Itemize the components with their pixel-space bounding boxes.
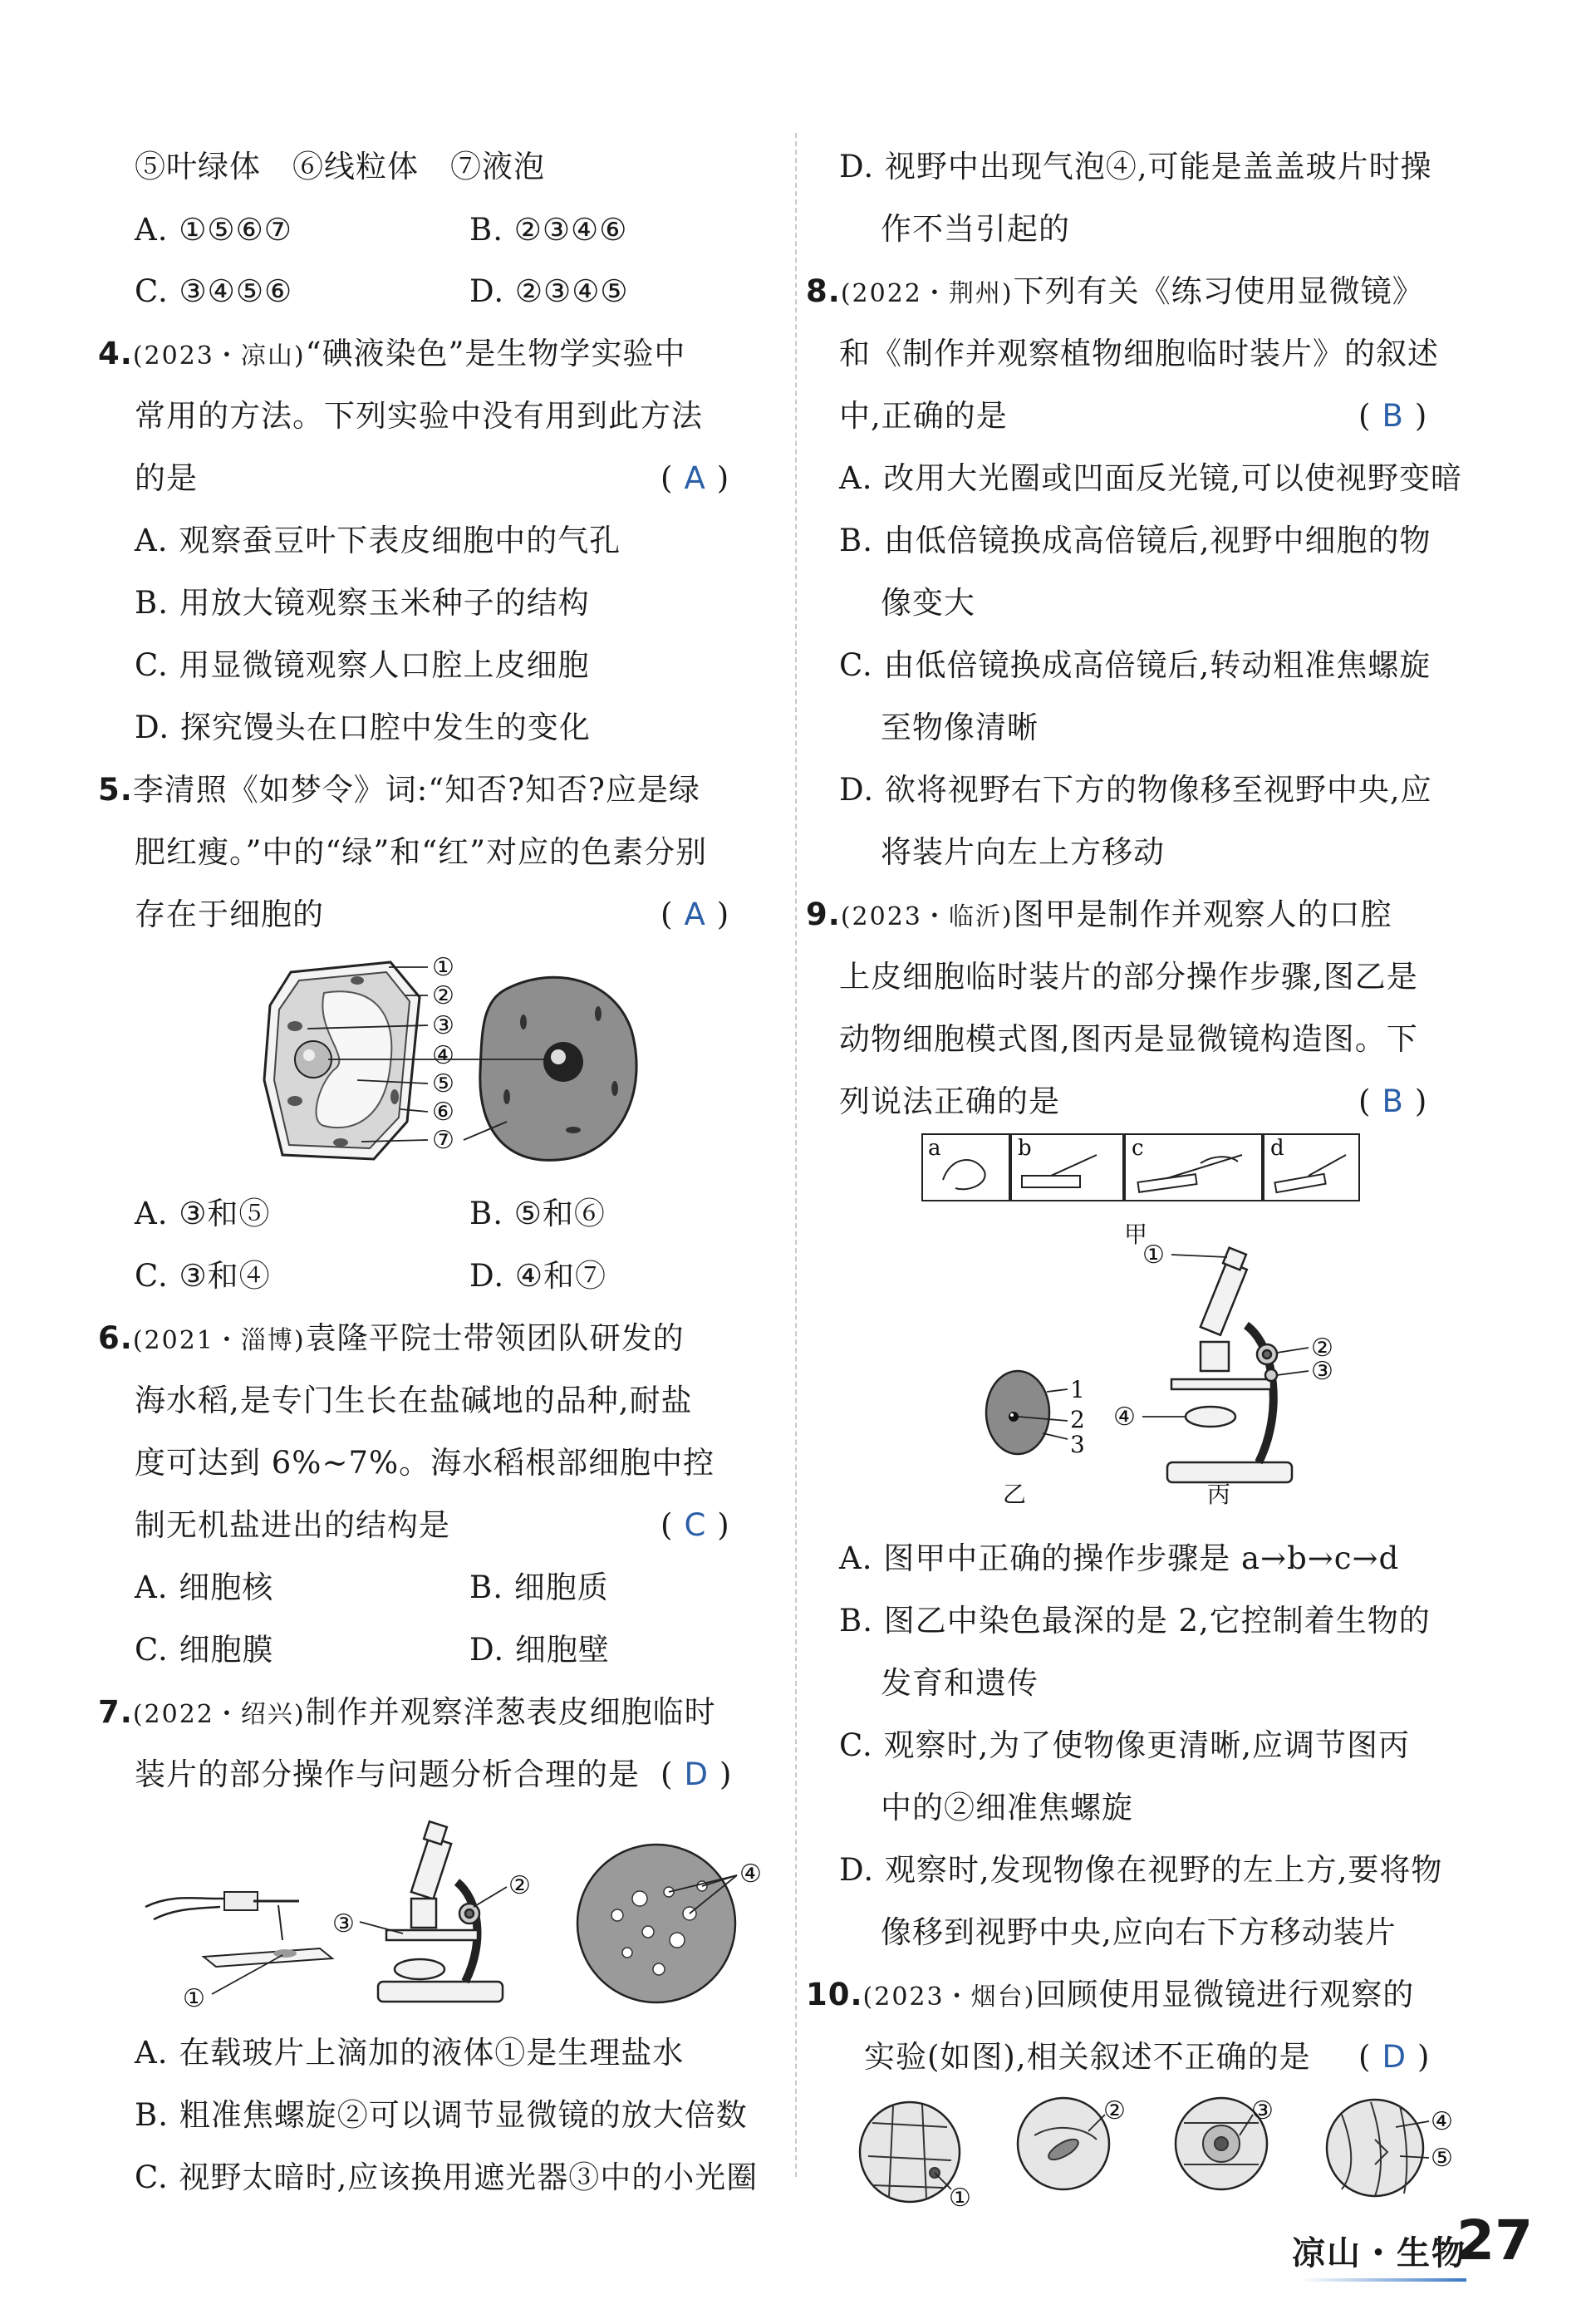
q8-stem-text-1: 下列有关《练习使用显微镜》	[1013, 273, 1424, 309]
q7-figure	[137, 1815, 785, 2015]
column-divider	[795, 133, 797, 2177]
q4-answer: A	[684, 460, 705, 496]
q5-option-c: C. ③和④	[135, 1258, 271, 1294]
q9-cell-label-1: 1	[1070, 1376, 1085, 1403]
q8-answer: B	[1382, 398, 1403, 434]
mitochondrion	[595, 1006, 602, 1021]
q10-label-1: ①	[949, 2184, 971, 2213]
q7-stem-line-1	[98, 1693, 716, 1735]
q8-option-b: B. 由低倍镜换成高倍镜后,视野中细胞的物	[839, 523, 1431, 558]
q8-option-c: C. 由低倍镜换成高倍镜后,转动粗准焦螺旋	[839, 647, 1431, 683]
q9-option-d: D. 观察时,发现物像在视野的左上方,要将物	[839, 1852, 1443, 1888]
q4-stem-text-1: “碘液染色”是生物学实验中	[305, 336, 686, 371]
q9-caption-jia: 甲	[1124, 1221, 1148, 1248]
q9-option-a: A. 图甲中正确的操作步骤是 a→b→c→d	[839, 1540, 1400, 1576]
q7-label-3: ③	[332, 1909, 355, 1938]
q3-option-b: B. ②③④⑥	[469, 212, 628, 248]
q7-answer: D	[684, 1757, 708, 1792]
q10-label-5: ⑤	[1431, 2144, 1453, 2173]
chloroplast	[333, 1138, 348, 1147]
q6-option-d: D. 细胞壁	[469, 1632, 610, 1668]
q7-label-1: ①	[183, 1984, 205, 2013]
q9-source: (2023・临沂)	[840, 902, 1014, 931]
q9-animal-cell-yi	[986, 1371, 1068, 1454]
q7-label-4: ④	[739, 1860, 762, 1889]
q10-number: 10.	[806, 1977, 863, 2012]
q9-scope-label-3: ③	[1311, 1357, 1333, 1386]
q10-label-2: ②	[1103, 2096, 1126, 2125]
q4-option-b: B. 用放大镜观察玉米种子的结构	[135, 585, 590, 621]
q7-answer-box: ( D )	[660, 1757, 732, 1792]
q4-stem-line-3: 的是	[135, 460, 198, 496]
q10-answer-box: ( D )	[1358, 2039, 1430, 2075]
q9-stem-line-1	[806, 895, 1392, 937]
q9-step-b: b	[1018, 1136, 1032, 1161]
q10-answer: D	[1382, 2039, 1406, 2075]
q9-option-c-cont: 中的②细准焦螺旋	[881, 1790, 1133, 1825]
q5-label-5: ⑤	[432, 1069, 454, 1098]
q4-option-c: C. 用显微镜观察人口腔上皮细胞	[135, 647, 590, 683]
q9-caption-bing: 丙	[1207, 1481, 1231, 1508]
q4-option-d: D. 探究馒头在口腔中发生的变化	[135, 710, 591, 745]
q7-dropper-slide	[145, 1892, 332, 1994]
q8-number: 8.	[806, 273, 841, 309]
q9-stem-text-1: 图甲是制作并观察人的口腔	[1013, 897, 1392, 932]
q10-figure	[856, 2090, 1487, 2214]
q9-answer-box: ( B )	[1358, 1083, 1427, 1119]
mitochondrion	[503, 1089, 510, 1104]
q9-stem-line-4: 列说法正确的是	[839, 1083, 1060, 1119]
q10-label-4: ④	[1431, 2107, 1453, 2136]
q9-stem-line-3: 动物细胞模式图,图丙是显微镜构造图。下	[839, 1021, 1418, 1057]
q8-option-c-cont: 至物像清晰	[881, 710, 1039, 745]
chloroplast	[287, 1096, 302, 1106]
q6-stem-text-1: 袁隆平院士带领团队研发的	[305, 1320, 685, 1356]
q9-stem-line-2: 上皮细胞临时装片的部分操作步骤,图乙是	[839, 959, 1418, 995]
q8-answer-box: ( B )	[1358, 398, 1427, 434]
q6-option-c: C. 细胞膜	[135, 1632, 274, 1668]
q8-stem-line-1	[806, 272, 1424, 314]
q4-stem-line-1	[98, 334, 685, 376]
q7-field-of-view	[577, 1845, 737, 2002]
q5-label-7: ⑦	[432, 1126, 454, 1155]
q5-label-1: ①	[432, 956, 454, 982]
q5-stem-text-1: 李清照《如梦令》词:“知否?知否?应是绿	[132, 772, 700, 808]
mitochondrion	[611, 1081, 618, 1096]
q9-option-b: B. 图乙中染色最深的是 2,它控制着生物的	[839, 1603, 1431, 1639]
q7-number: 7.	[98, 1694, 133, 1730]
q6-answer-box: ( C )	[660, 1507, 729, 1543]
q7-stem-text-1: 制作并观察洋葱表皮细胞临时	[305, 1694, 716, 1730]
q5-label-6: ⑥	[432, 1098, 454, 1127]
q9-option-b-cont: 发育和遗传	[881, 1665, 1039, 1701]
plant-cell-nucleus	[295, 1041, 331, 1078]
q6-option-b: B. 细胞质	[469, 1570, 609, 1605]
q5-label-2: ②	[432, 981, 454, 1010]
q8-stem-line-2: 和《制作并观察植物细胞临时装片》的叙述	[839, 336, 1439, 371]
q10-source: (2023・烟台)	[862, 1983, 1036, 2012]
q5-option-d: D. ④和⑦	[469, 1258, 607, 1294]
q5-answer: A	[684, 897, 705, 932]
q5-cell-figure	[258, 956, 656, 1172]
mitochondrion	[520, 1015, 527, 1029]
q4-option-a: A. 观察蚕豆叶下表皮细胞中的气孔	[135, 523, 621, 558]
q9-cell-label-2: 2	[1070, 1406, 1085, 1433]
q8-stem-line-3: 中,正确的是	[839, 398, 1008, 434]
q9-microscope-bing	[1167, 1248, 1292, 1482]
q6-stem-line-2: 海水稻,是专门生长在盐碱地的品种,耐盐	[135, 1383, 693, 1418]
q7-microscope	[378, 1821, 503, 2002]
q7-option-b: B. 粗准焦螺旋②可以调节显微镜的放大倍数	[135, 2097, 748, 2133]
q10-stem-line-2: 实验(如图),相关叙述不正确的是	[864, 2039, 1311, 2075]
q3-option-c: C. ③④⑤⑥	[135, 273, 293, 309]
q3-option-d: D. ②③④⑤	[469, 273, 629, 309]
q4-answer-box: ( A )	[660, 460, 729, 496]
q4-stem-line-2: 常用的方法。下列实验中没有用到此方法	[135, 398, 703, 434]
q5-stem-line-1	[98, 770, 700, 810]
q10-stem-text-1: 回顾使用显微镜进行观察的	[1035, 1977, 1415, 2012]
q7-option-d: D. 视野中出现气泡④,可能是盖盖玻片时操	[839, 149, 1432, 184]
plant-cell-nucleolus	[303, 1049, 315, 1061]
q10-label-3: ③	[1251, 2096, 1274, 2125]
q9-step-a: a	[928, 1136, 941, 1161]
q5-label-3: ③	[432, 1011, 454, 1040]
q6-stem-line-4: 制无机盐进出的结构是	[135, 1507, 450, 1543]
q7-option-c: C. 视野太暗时,应该换用遮光器③中的小光圈	[135, 2159, 759, 2195]
q9-caption-yi: 乙	[1003, 1481, 1027, 1508]
q6-stem-line-1	[98, 1319, 685, 1361]
animal-cell-nucleolus	[551, 1049, 566, 1064]
q5-stem-line-2: 肥红瘦。”中的“绿”和“红”对应的色素分别	[135, 834, 708, 870]
page-number: 27	[1456, 2209, 1533, 2272]
q8-option-b-cont: 像变大	[881, 585, 975, 621]
q4-source: (2023・凉山)	[132, 341, 306, 371]
q7-label-2: ②	[508, 1871, 531, 1900]
q8-option-d: D. 欲将视野右下方的物像移至视野中央,应	[839, 772, 1432, 808]
q9-scope-label-4: ④	[1113, 1403, 1136, 1432]
q9-cell-label-3: 3	[1070, 1431, 1085, 1458]
q6-number: 6.	[98, 1320, 133, 1356]
q9-answer: B	[1382, 1083, 1403, 1119]
q5-option-a: A. ③和⑤	[135, 1196, 271, 1231]
footer-accent-line	[1300, 2278, 1466, 2282]
q9-step-d: d	[1270, 1136, 1284, 1161]
q5-answer-box: ( A )	[660, 897, 729, 932]
q7-option-a: A. 在载玻片上滴加的液体①是生理盐水	[135, 2035, 685, 2071]
q7-option-d-cont: 作不当引起的	[881, 211, 1070, 247]
q10-stem-line-1	[806, 1975, 1414, 2017]
q8-option-a: A. 改用大光圈或凹面反光镜,可以使视野变暗	[839, 460, 1463, 496]
q9-number: 9.	[806, 897, 841, 932]
mitochondrion	[566, 1127, 581, 1133]
q9-scope-label-2: ②	[1311, 1334, 1333, 1363]
footer-subject-tag: 凉山・生物	[1292, 2234, 1466, 2272]
q9-step-c: c	[1132, 1136, 1144, 1161]
q3-tail-line: ⑤叶绿体 ⑥线粒体 ⑦液泡	[135, 149, 545, 184]
q6-source: (2021・淄博)	[132, 1326, 306, 1355]
q5-label-4: ④	[432, 1041, 454, 1070]
q3-option-a: A. ①⑤⑥⑦	[135, 212, 292, 248]
q9-option-d-cont: 像移到视野中央,应向右下方移动装片	[881, 1914, 1397, 1950]
q8-option-d-cont: 将装片向左上方移动	[881, 834, 1165, 870]
q7-stem-line-2: 装片的部分操作与问题分析合理的是	[135, 1757, 640, 1792]
q6-option-a: A. 细胞核	[135, 1570, 274, 1605]
q8-source: (2022・荆州)	[840, 279, 1014, 308]
q5-number: 5.	[98, 772, 133, 808]
q9-option-c: C. 观察时,为了使物像更清晰,应调节图丙	[839, 1727, 1411, 1763]
q9-scope-label-1: ①	[1142, 1241, 1165, 1270]
q7-source: (2022・绍兴)	[132, 1700, 306, 1729]
q4-number: 4.	[98, 336, 133, 371]
chloroplast	[390, 1089, 399, 1104]
chloroplast	[351, 976, 364, 985]
q5-option-b: B. ⑤和⑥	[469, 1196, 606, 1231]
q6-stem-line-3: 度可达到 6%~7%。海水稻根部细胞中控	[135, 1445, 715, 1481]
chloroplast	[287, 1021, 302, 1031]
q6-answer: C	[684, 1507, 706, 1543]
q9-figure	[918, 1130, 1383, 1529]
q5-stem-line-3: 存在于细胞的	[135, 897, 324, 932]
